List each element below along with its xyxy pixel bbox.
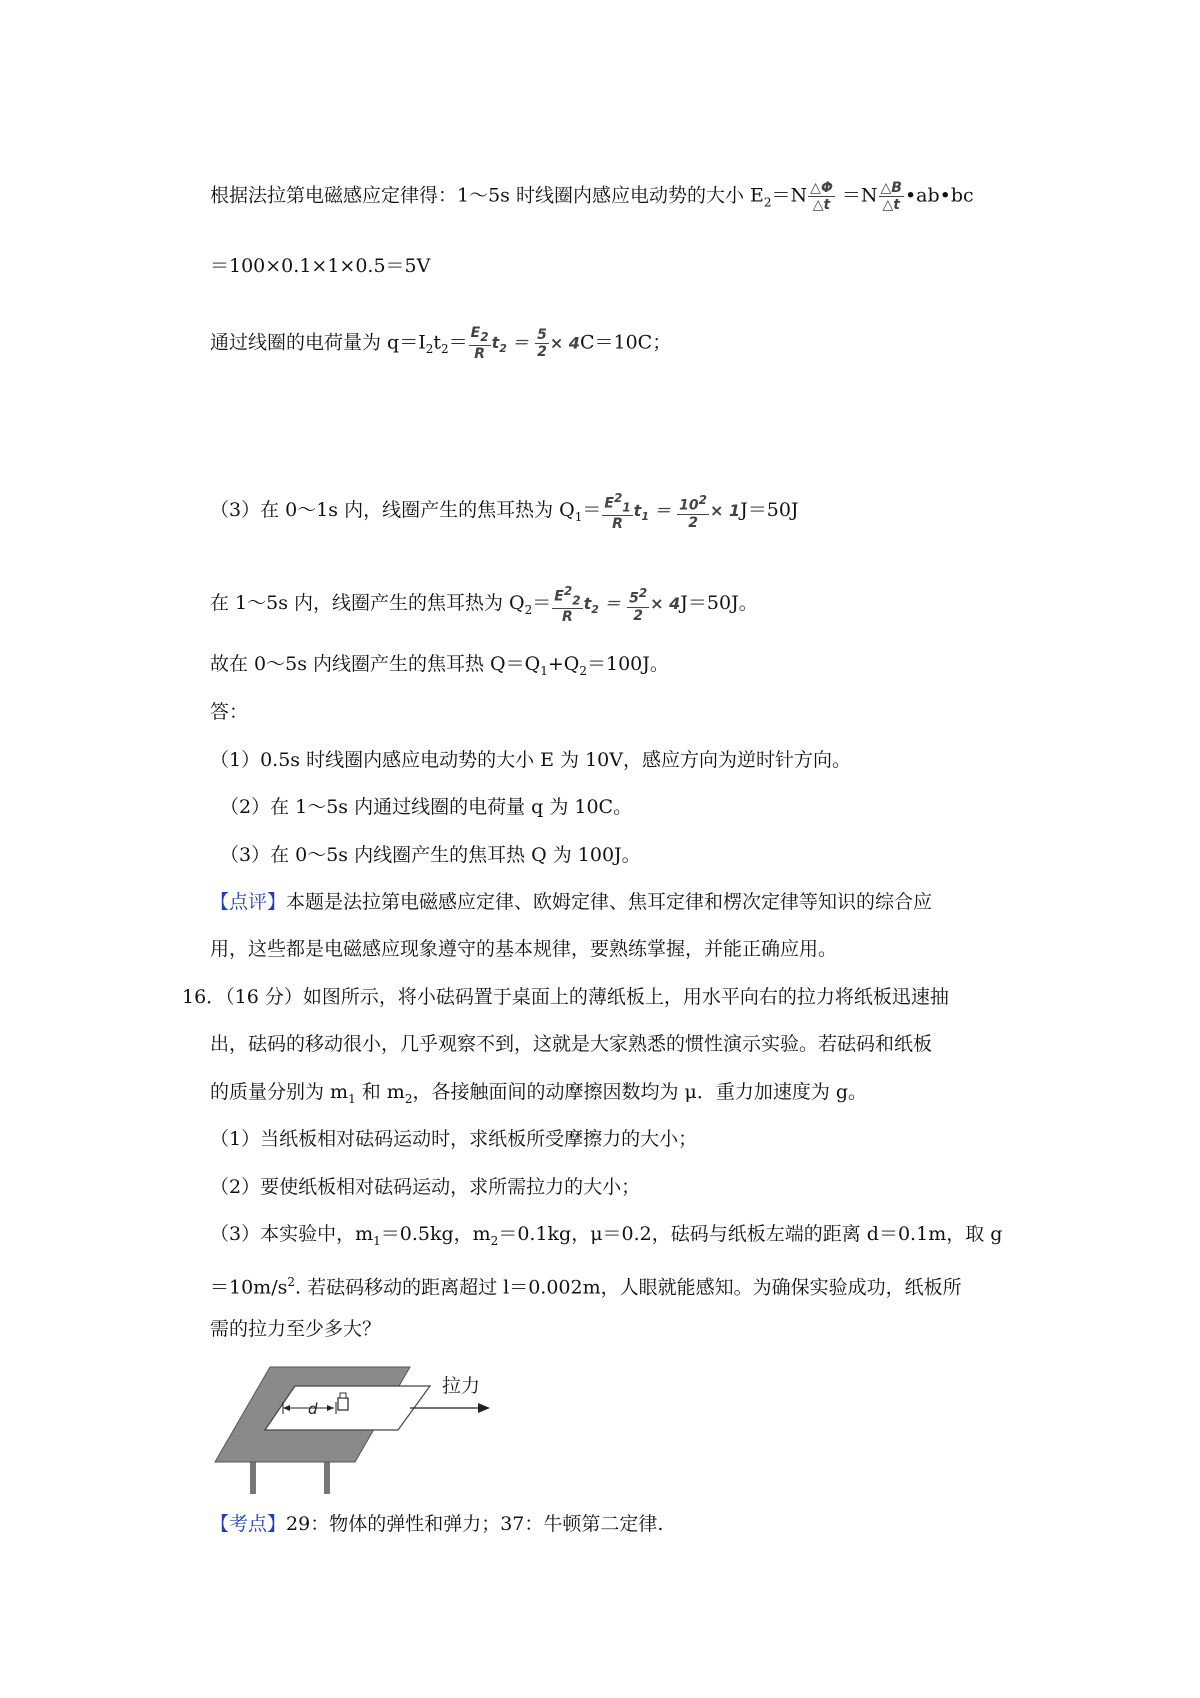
text: 本题是法拉第电磁感应定律、欧姆定律、焦耳定律和楞次定律等知识的综合应: [286, 891, 933, 913]
pull-arrow-head: [478, 1403, 490, 1413]
line-heat-q1: [210, 490, 799, 532]
question-16-line-3: [210, 1078, 867, 1113]
text: J＝50J: [740, 499, 799, 522]
answer-2: （2）在 1～5s 内通过线圈的电荷量 q 为 10C。: [220, 796, 633, 818]
math-times1: × 1: [710, 501, 741, 521]
answer-3: （3）在 0～5s 内线圈产生的焦耳热 Q 为 100J。: [220, 844, 641, 866]
table-leg-left: [250, 1462, 256, 1494]
text: ＝: [582, 499, 602, 522]
sub: 1: [540, 663, 548, 678]
text: 29：物体的弹性和弹力；37：牛顿第二定律.: [286, 1513, 664, 1535]
text: 根据法拉第电磁感应定律得：1～5s 时线圈内感应电动势的大小 E: [210, 184, 764, 207]
sub: 2: [441, 342, 449, 357]
review-line-2: 用，这些都是电磁感应现象遵守的基本规律，要熟练掌握，并能正确应用。: [210, 938, 838, 960]
sub: 2: [524, 603, 533, 618]
text: ＝: [532, 592, 552, 615]
math-times4: × 4: [549, 333, 580, 353]
text: ＝10m/s: [210, 1276, 288, 1299]
text: ＝: [448, 331, 468, 354]
den: 2: [537, 343, 547, 360]
question-16-part-1: （1）当纸板相对砝码运动时，求纸板所受摩擦力的大小；: [210, 1128, 698, 1150]
num: $10^2$: [679, 492, 707, 514]
question-16-line-2: 出，砝码的移动很小，几乎观察不到，这就是大家熟悉的惯性演示实验。若砝码和纸板: [210, 1033, 933, 1055]
weight-top: [340, 1393, 346, 1398]
fraction-dphi-dt: [808, 180, 835, 213]
weight-block: [338, 1398, 348, 1410]
text: ＝100J。: [586, 653, 669, 675]
sub: 2: [425, 342, 434, 357]
fraction-e2sq-r: [552, 583, 582, 625]
line-heat-q2: [210, 583, 758, 625]
sup: 2: [287, 1275, 295, 1289]
text: ，各接触面间的动摩擦因数均为 μ．重力加速度为 g。: [412, 1081, 868, 1103]
table-leg-right: [324, 1462, 330, 1494]
text: J＝50J。: [680, 592, 758, 615]
den: 2: [633, 607, 643, 624]
text: •ab•bc: [904, 184, 974, 207]
answer-label: 答：: [210, 701, 249, 723]
num: $E^2_2$: [554, 584, 581, 608]
review-tag: 【点评】: [210, 891, 287, 913]
pull-label: 拉力: [442, 1375, 481, 1397]
question-16-part-2: （2）要使纸板相对砝码运动，求所需拉力的大小；: [210, 1176, 641, 1198]
text: （3）本实验中，m: [210, 1223, 374, 1245]
text: ＝N: [771, 184, 808, 207]
num: $E_2$: [470, 325, 489, 344]
math-t2: $t_2$ ＝: [491, 333, 529, 356]
sub: 2: [579, 663, 587, 678]
sub: 1: [574, 510, 583, 525]
text: 和 m: [355, 1081, 405, 1103]
line-emf-value: ＝100×0.1×1×0.5＝5V: [210, 255, 431, 277]
num: △B: [880, 180, 902, 196]
text: 故在 0～5s 内线圈产生的焦耳热 Q＝Q: [210, 653, 541, 675]
text: 的质量分别为 m: [210, 1081, 349, 1103]
num: △Φ: [810, 180, 833, 196]
fraction-5sq-2: [627, 585, 649, 624]
fraction-10sq-2: [677, 492, 709, 531]
review-line-1: [210, 888, 932, 916]
math-times4: × 4: [650, 594, 681, 614]
question-16-part-3-line-2: [210, 1268, 962, 1301]
num: 5: [537, 326, 547, 343]
den: △t: [812, 197, 831, 213]
math-t2: $t_2$ ＝: [583, 594, 621, 617]
sub: 2: [763, 195, 772, 210]
text: ＝N: [841, 184, 878, 207]
fraction-e2-r: [469, 325, 491, 362]
text: +Q: [547, 653, 580, 675]
fraction-5-2: [535, 327, 549, 360]
text: C＝10C；: [579, 331, 672, 354]
line-total-heat: [210, 650, 669, 685]
fraction-db-dt: [879, 180, 904, 213]
den: △t: [882, 197, 900, 213]
question-16-line-1: 16．（16 分）如图所示，将小砝码置于桌面上的薄纸板上，用水平向右的拉力将纸板迅速抽: [182, 986, 949, 1008]
distance-label: d: [308, 1400, 318, 1418]
den: R: [612, 516, 623, 533]
answer-1: （1）0.5s 时线圈内感应电动势的大小 E 为 10V，感应方向为逆时针方向。: [210, 749, 851, 771]
text: . 若砝码移动的距离超过 l＝0.002m，人眼就能感知。为确保实验成功，纸板所: [295, 1276, 962, 1299]
den: R: [474, 345, 486, 362]
text: ＝0.5kg，m: [380, 1223, 491, 1245]
math-t1: $t_1$ ＝: [633, 501, 671, 524]
line-emf-formula: [210, 180, 974, 216]
num: $5^2$: [629, 585, 648, 607]
sub: 1: [373, 1233, 381, 1248]
sub: 2: [490, 1233, 499, 1248]
text: t: [433, 331, 441, 354]
text: 在 1～5s 内，线圈产生的焦耳热为 Q: [210, 592, 525, 615]
text: （3）在 0～1s 内，线圈产生的焦耳热为 Q: [210, 499, 575, 522]
text: ＝0.1kg，μ＝0.2，砝码与纸板左端的距离 d＝0.1m，取 g: [498, 1223, 1003, 1245]
kaodian-line: [210, 1510, 663, 1538]
line-charge: [210, 325, 671, 364]
kaodian-tag: 【考点】: [210, 1513, 287, 1535]
fraction-e1sq-r: [602, 490, 632, 532]
num: $E^2_1$: [604, 491, 631, 515]
den: 2: [688, 514, 698, 531]
question-16-part-3-line-3: 需的拉力至少多大？: [210, 1318, 382, 1340]
question-16-part-3-line-1: [210, 1220, 1002, 1255]
sub: 1: [348, 1091, 356, 1106]
den: R: [562, 609, 573, 626]
sub: 2: [404, 1091, 413, 1106]
text: 通过线圈的电荷量为 q＝I: [210, 331, 426, 354]
inertia-experiment-figure: [210, 1362, 510, 1502]
